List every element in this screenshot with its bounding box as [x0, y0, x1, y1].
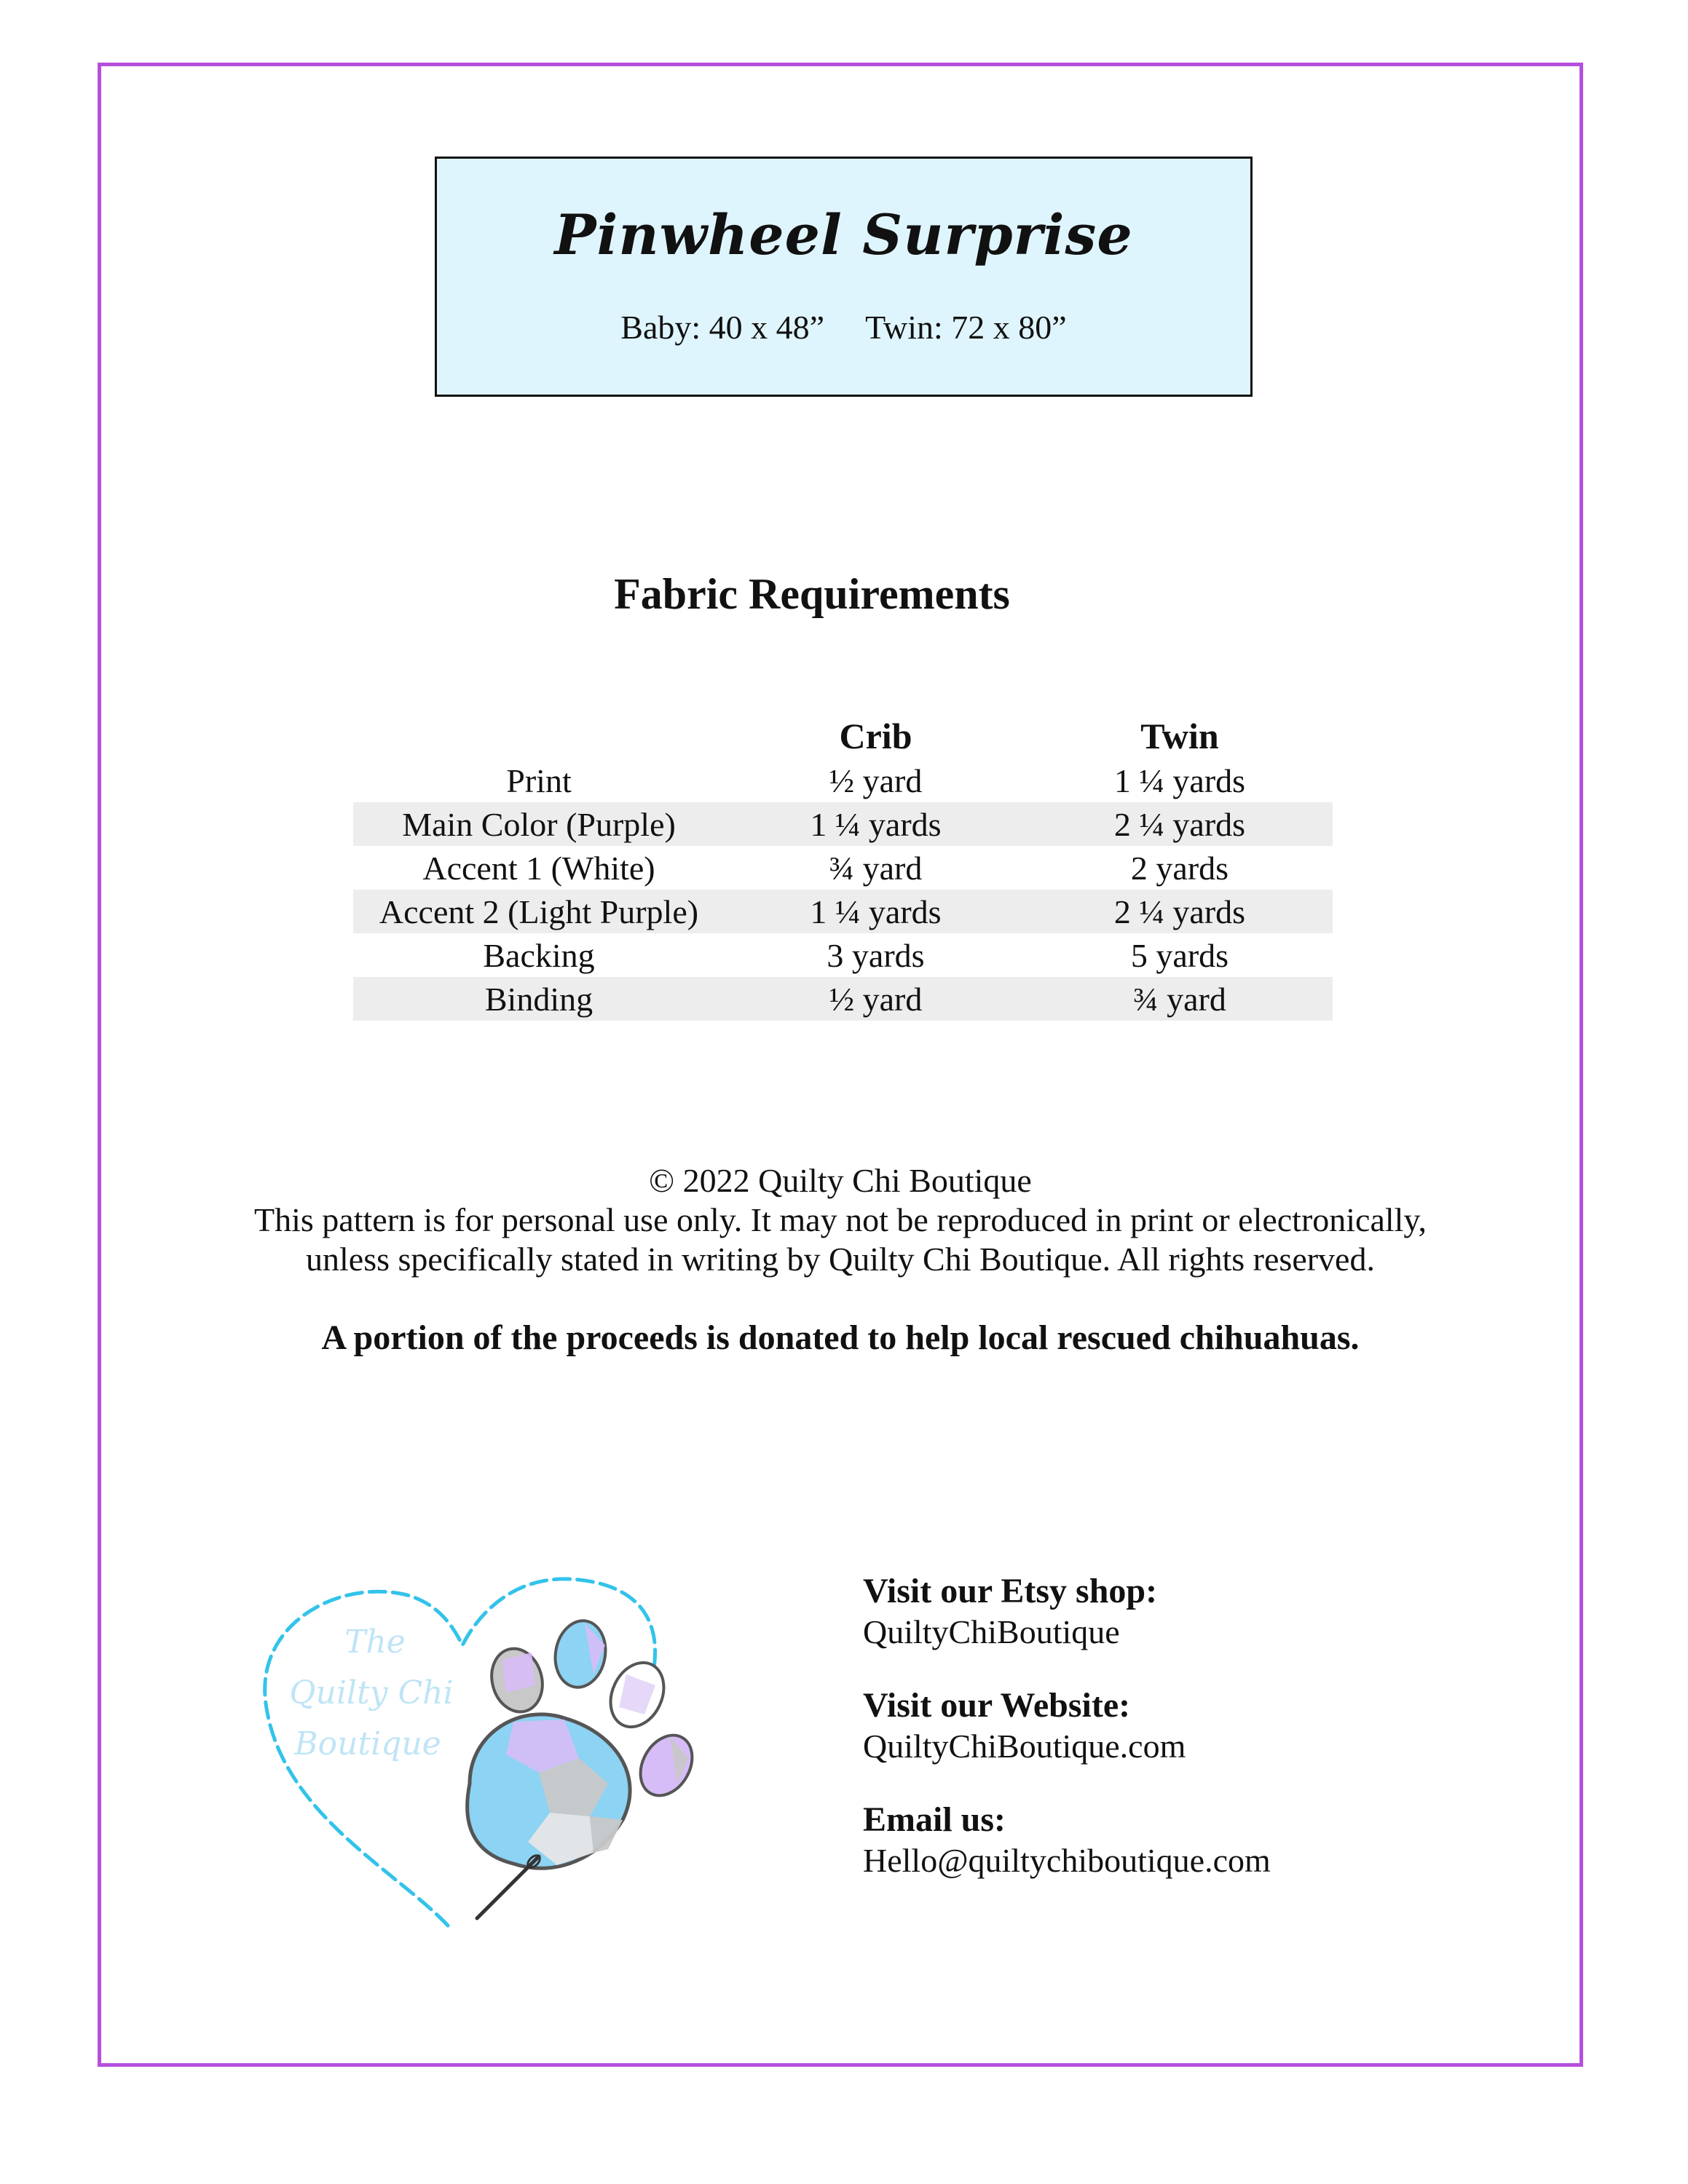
etsy-block — [863, 1571, 1271, 1653]
crib-amount: 1 ¼ yards — [725, 802, 1027, 846]
column-header-twin: Twin — [1140, 716, 1219, 756]
email-label: Email us: — [863, 1800, 1006, 1839]
table-header-row — [353, 713, 1333, 759]
website-block — [863, 1685, 1271, 1767]
table-row — [353, 933, 1333, 977]
logo-text-boutique: Boutique — [294, 1725, 441, 1762]
logo-text-quilty-chi: Quilty Chi — [289, 1674, 454, 1712]
crib-amount: 3 yards — [827, 936, 925, 974]
heart-paw-logo-icon — [251, 1565, 706, 1929]
contact-info — [863, 1571, 1271, 1914]
column-header-item — [353, 713, 725, 759]
title-box — [435, 157, 1253, 397]
twin-amount: 2 yards — [1130, 849, 1229, 887]
fabric-item: Main Color (Purple) — [353, 802, 725, 846]
fabric-item: Accent 2 (Light Purple) — [353, 890, 725, 933]
column-header-crib: Crib — [839, 716, 912, 756]
etsy-shop-link[interactable]: QuiltyChiBoutique — [863, 1613, 1120, 1650]
fabric-table — [353, 713, 1333, 1021]
crib-amount: 1 ¼ yards — [725, 890, 1027, 933]
twin-amount: 1 ¼ yards — [1113, 761, 1246, 799]
crib-amount: ½ yard — [725, 977, 1027, 1021]
baby-size: Baby: 40 x 48” — [620, 309, 825, 346]
email-block — [863, 1800, 1271, 1881]
copyright-notice — [98, 1161, 1583, 1279]
website-link[interactable]: QuiltyChiBoutique.com — [863, 1728, 1186, 1765]
crib-amount: ½ yard — [829, 761, 923, 799]
pattern-title: Pinwheel Surprise — [554, 202, 1133, 267]
email-link[interactable]: Hello@quiltychiboutique.com — [863, 1842, 1271, 1879]
usage-notice-line-2: unless specifically stated in writing by Quilty Chi Boutique. All rights reserved. — [306, 1241, 1375, 1278]
crib-amount: ¾ yard — [829, 849, 923, 887]
quilty-chi-logo — [251, 1565, 706, 1929]
usage-notice-line-1: This pattern is for personal use only. It may not be reproduced in print or electronically, — [254, 1201, 1427, 1238]
twin-amount: 2 ¼ yards — [1027, 890, 1333, 933]
twin-amount: 5 yards — [1130, 936, 1229, 974]
table-row — [353, 977, 1333, 1021]
size-line — [437, 308, 1250, 347]
fabric-item: Binding — [353, 977, 725, 1021]
twin-size: Twin: 72 x 80” — [865, 309, 1067, 346]
logo-text-the: The — [344, 1623, 406, 1661]
fabric-item: Print — [506, 761, 572, 799]
twin-amount: 2 ¼ yards — [1027, 802, 1333, 846]
table-row — [353, 759, 1333, 802]
fabric-item: Backing — [483, 936, 595, 974]
twin-amount: ¾ yard — [1027, 977, 1333, 1021]
table-row — [353, 802, 1333, 846]
fabric-item: Accent 1 (White) — [422, 849, 655, 887]
website-label: Visit our Website: — [863, 1686, 1131, 1725]
fabric-heading: Fabric Requirements — [614, 570, 1010, 618]
donation-note: A portion of the proceeds is donated to help local rescued chihuahuas. — [321, 1318, 1360, 1357]
table-row — [353, 890, 1333, 933]
etsy-label: Visit our Etsy shop: — [863, 1572, 1158, 1610]
copyright-line: © 2022 Quilty Chi Boutique — [649, 1162, 1032, 1199]
table-row — [353, 846, 1333, 890]
